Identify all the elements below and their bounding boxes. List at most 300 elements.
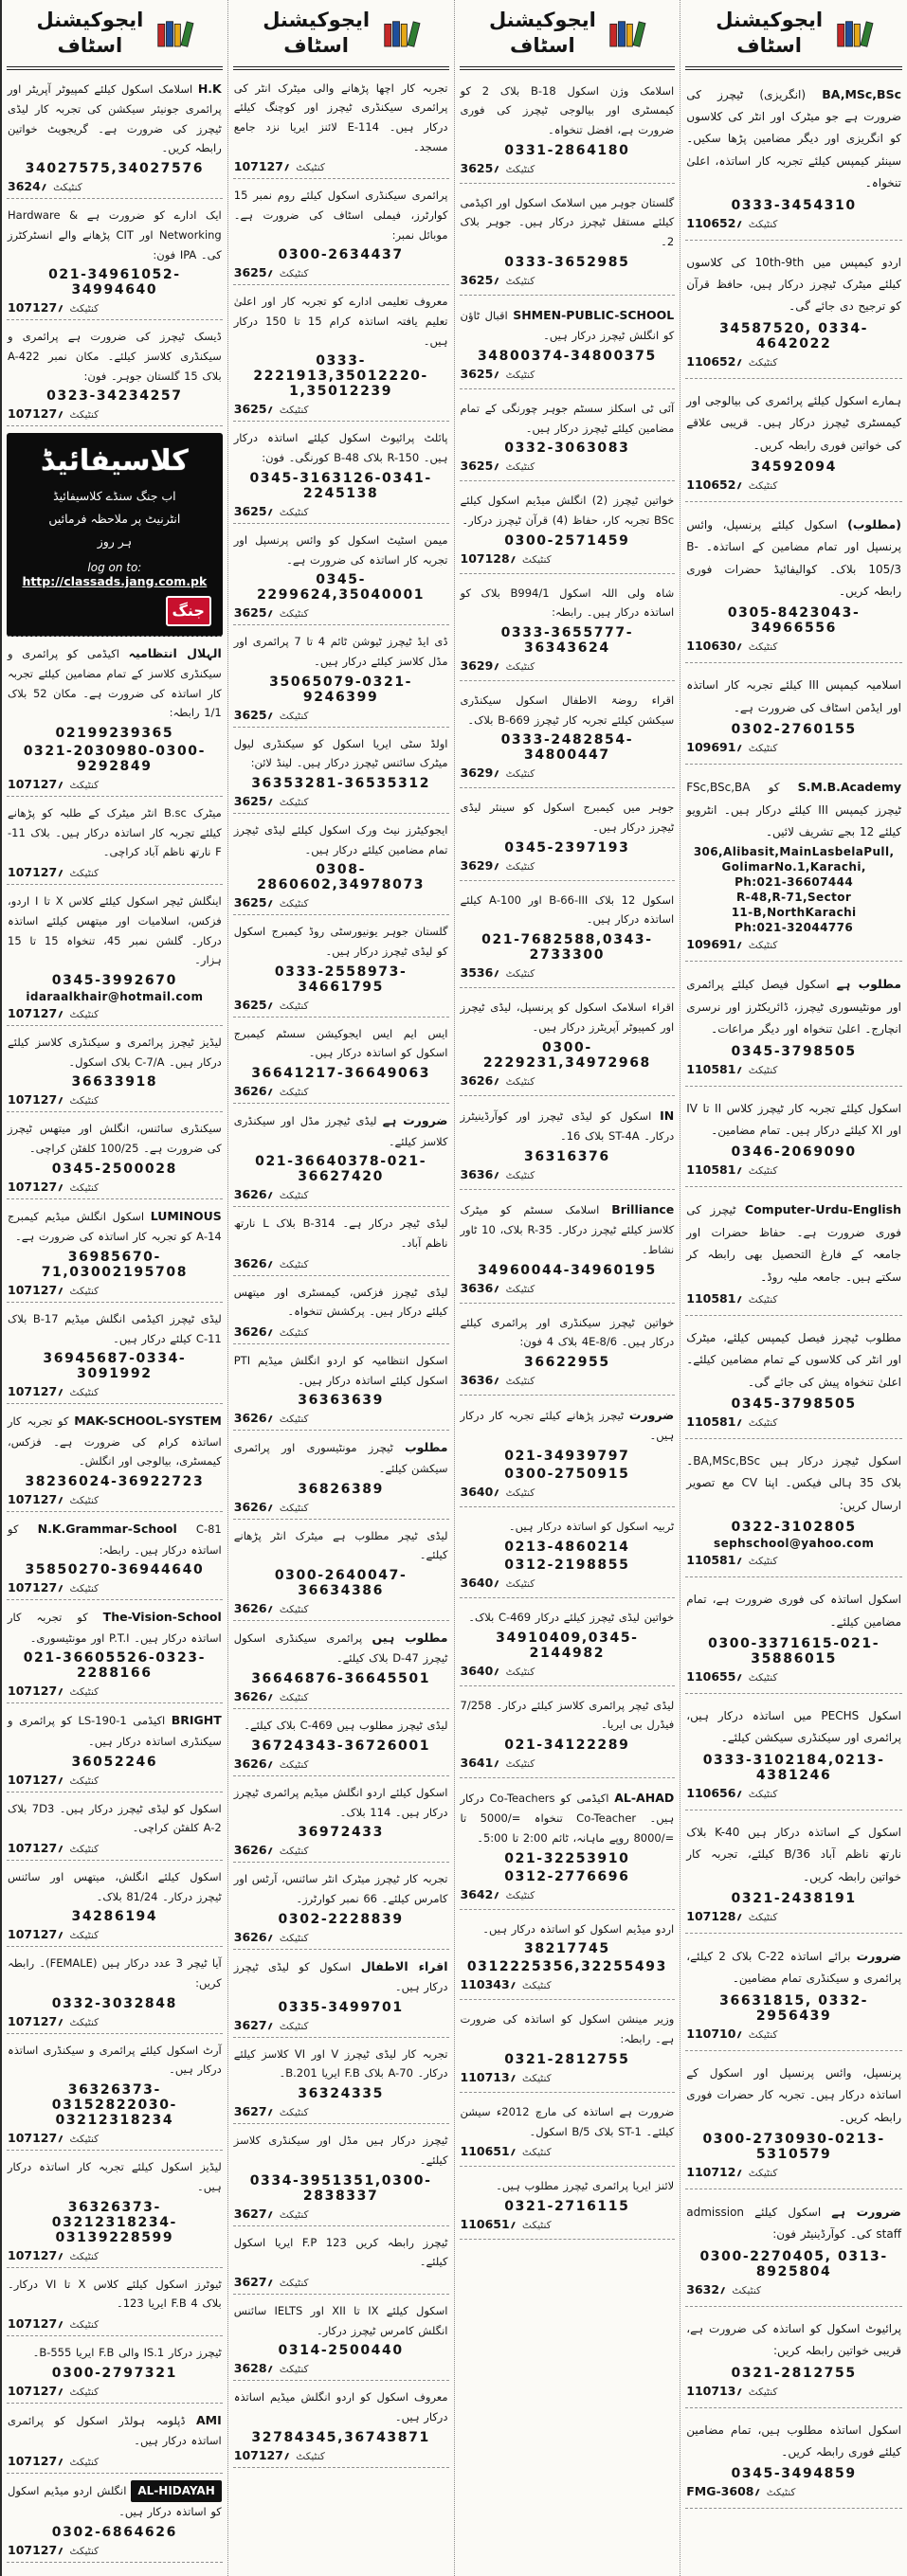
ad-footer xyxy=(234,2104,448,2118)
phone-number: 0333-2221913,35012220-1,35012239 xyxy=(253,353,428,400)
classified-ad xyxy=(7,1026,223,1112)
ad-lead: N.K.Grammar-School xyxy=(37,1522,177,1537)
ad-code: 3626؍ xyxy=(233,1187,274,1202)
classified-ad xyxy=(233,1863,449,1949)
ad-text: الہلال انتظامیہ اکیڈمی کو پرائمری و سیکنڈری کلاسز کے تمام مضامین کیلئے تجربہ کار اساتذہ کی ضرورت ہے۔ مکان 52 بلاک 1/1 رابطہ: xyxy=(8,645,222,720)
ad-code: 107128؍ xyxy=(460,550,517,566)
classified-ad xyxy=(460,2093,676,2167)
ad-footer xyxy=(234,1187,448,1201)
contact-label: کنٹیکٹ xyxy=(748,356,778,369)
ad-code: 107127؍ xyxy=(8,1580,64,1595)
contact-label: کنٹیکٹ xyxy=(748,1788,778,1800)
ad-text: ڈیسک ٹیچرز کی ضرورت ہے پرائمری و سیکنڈری کلاسز کیلئے۔ مکان نمبر A-422 بلاک 15 گلستان جوہر۔ فون: xyxy=(8,330,222,383)
ad-code: 110655؍ xyxy=(686,1669,743,1684)
classified-ad xyxy=(685,2189,902,2307)
classified-ad xyxy=(7,797,223,885)
ad-text: پرائمری سیکنڈری اسکول کیلئے روم نمبر 15 کوارٹرز، فیملی اسٹاف کی ضرورت ہے۔ موبائل نمبر: xyxy=(233,189,448,242)
ad-footer xyxy=(8,1092,222,1107)
classified-ad xyxy=(685,765,902,962)
contact-label: کنٹیکٹ xyxy=(279,1190,309,1202)
ad-code: 3628؍ xyxy=(233,2361,274,2376)
phone-number: 0314-2500440 xyxy=(278,2343,404,2359)
classified-ad xyxy=(7,1792,223,1861)
phone-number: 0321-2716115 xyxy=(504,2198,630,2214)
classified-ad xyxy=(7,199,223,320)
ad-footer xyxy=(461,766,675,780)
phone-number: 0345-2500028 xyxy=(51,1161,177,1177)
ad-text: ضرورت ہے اساتذہ کی مارچ 2012ء سیشن کیلئے۔ ST-1 بلاک 5/B اسکول۔ xyxy=(460,2104,675,2138)
phone-number: 34592094 xyxy=(751,459,837,475)
ad-footer xyxy=(461,2070,675,2084)
contact-label: کنٹیکٹ xyxy=(279,1502,309,1514)
ad-footer xyxy=(8,1492,222,1506)
phone-number: 0333-2482854-34800447 xyxy=(500,732,634,764)
ad-code: 110581؍ xyxy=(686,1414,743,1430)
classified-ad xyxy=(7,1947,223,2033)
classified-ad xyxy=(233,422,449,523)
ad-footer xyxy=(234,1601,448,1615)
ad-text: MAK-SCHOOL-SYSTEM کو تجربہ کار اساتذہ کرام کی ضرورت ہے۔ فزکس، کیمسٹری، بیالوجی اور انگلش۔ xyxy=(8,1414,222,1468)
ad-text: لائنز ایریا پرائمری ٹیچرز مطلوب ہیں۔ xyxy=(496,2179,675,2193)
ad-lead: AL-AHAD xyxy=(614,1790,675,1805)
contact-label: کنٹیکٹ xyxy=(69,1930,100,1942)
ad-lead: IN xyxy=(660,1108,675,1123)
classified-website-url[interactable]: http://classads.jang.com.pk xyxy=(22,573,208,588)
contact-label: کنٹیکٹ xyxy=(505,1577,535,1590)
ad-footer xyxy=(8,179,222,193)
ad-footer xyxy=(234,2275,448,2289)
phone-number: 0345-2397193 xyxy=(504,839,630,856)
ad-code: 3626؍ xyxy=(233,1843,274,1858)
phone-number: 36363639 xyxy=(298,1393,384,1409)
ad-text: AL-HIDAYAH انگلش اردو میڈیم اسکول کو اساتذہ درکار ہیں۔ xyxy=(8,2480,222,2522)
classified-ad xyxy=(460,2167,676,2240)
ad-text: لیڈی ٹیچرز فزکس، کیمسٹری اور میتھس کیلئے درکار ہیں۔ پرکشش تنخواہ۔ xyxy=(233,1285,448,1319)
ad-footer xyxy=(234,2361,448,2375)
classified-ad xyxy=(460,881,676,988)
ad-footer xyxy=(686,2484,901,2498)
ad-lead: الہلال انتظامیہ xyxy=(128,645,222,660)
classified-ad xyxy=(460,1096,676,1190)
contact-label: کنٹیکٹ xyxy=(505,1757,535,1770)
ad-code: 110713؍ xyxy=(686,2383,743,2398)
ad-text: اسکول اساتذہ مطلوب ہیں، تمام مضامین کیلئے فوری رابطہ کریں۔ xyxy=(686,2423,901,2459)
ad-footer xyxy=(8,1384,222,1398)
ad-code: 107127؍ xyxy=(8,2315,64,2331)
ad-code: 107127؍ xyxy=(8,865,64,880)
ad-text: تجربہ کار لیڈی ٹیچرز V اور VI کلاسز کیلئے درکار۔ A-70 بلاک F.B ایریا B.201۔ xyxy=(233,2046,448,2081)
column-header xyxy=(460,0,676,70)
ad-text: ٹیچرز درکار ہیں مڈل اور سیکنڈری کلاسز کیلئے۔ xyxy=(233,2134,448,2167)
contact-label: کنٹیکٹ xyxy=(522,2219,552,2231)
ad-footer xyxy=(234,1256,448,1270)
email-address: idaraalkhair@hotmail.com xyxy=(26,989,204,1003)
phone-number: 0308-2860602,34978073 xyxy=(257,862,426,893)
classified-ad xyxy=(460,1507,676,1598)
address-line: Ph:021-36607444 xyxy=(735,875,854,890)
column-header xyxy=(233,0,449,70)
ad-code: 3636؍ xyxy=(460,1372,500,1387)
phone-number: 0333-3655777-36343624 xyxy=(500,625,634,657)
ad-text: ڈی ایڈ ٹیچرز ٹیوشن ٹائم 4 تا 7 پرائمری اور مڈل کلاسز کیلئے درکار ہیں۔ xyxy=(233,635,448,668)
contact-label: کنٹیکٹ xyxy=(505,860,535,873)
jang-logo: جنگ xyxy=(166,596,211,626)
classified-ad xyxy=(460,988,676,1095)
contact-label: کنٹیکٹ xyxy=(69,1181,100,1194)
ad-text: گلستان جوہر میں اسلامک اسکول اور اکیڈمی کیلئے مستقل ٹیچرز درکار ہیں۔ جوہر بلاک 2۔ xyxy=(460,195,675,249)
classified-ad xyxy=(7,2336,223,2404)
classified-ad xyxy=(233,1207,449,1275)
ad-text: تجربہ کار ٹیچرز میٹرک انٹر سائنس، آرٹس اور کامرس کیلئے۔ 66 نمبر کوارٹرز۔ xyxy=(233,1872,448,1905)
ad-footer xyxy=(234,998,448,1012)
ad-code: 3640؍ xyxy=(460,1663,500,1678)
news-column-4 xyxy=(680,0,907,2576)
ad-lead: LUMINOUS xyxy=(150,1208,222,1223)
classified-ad xyxy=(233,814,449,915)
classified-ad xyxy=(7,2404,223,2474)
classified-ad xyxy=(685,1439,902,1577)
ad-text: اسکول کیلئے تجربہ کار ٹیچرز کلاس II تا IV اور XI کیلئے درکار ہیں۔ تمام مضامین۔ xyxy=(686,1101,901,1137)
phone-number: 0321-2030980-0300-9292849 xyxy=(23,744,207,775)
classified-ad xyxy=(685,379,902,502)
ad-code: 110652؍ xyxy=(686,215,743,230)
phone-number: 0345-3992670 xyxy=(51,972,177,988)
ad-code: 3642؍ xyxy=(460,1886,500,1901)
ad-text: لیڈی ٹیچرز مطلوب ہیں C-469 بلاک کیلئے۔ xyxy=(244,1719,448,1733)
ad-footer xyxy=(461,1073,675,1088)
ad-lead: MAK-SCHOOL-SYSTEM xyxy=(74,1414,222,1429)
phone-number: 021-36640378-021-36627420 xyxy=(255,1154,427,1185)
ad-code: FMG-3608؍ xyxy=(686,2484,761,2499)
classified-ad xyxy=(7,885,223,1026)
ad-lead: ضرورت ہے xyxy=(382,1113,448,1128)
classified-ad xyxy=(460,389,676,481)
ad-footer xyxy=(461,1576,675,1590)
ad-code: 110652؍ xyxy=(686,353,743,369)
contact-label: کنٹیکٹ xyxy=(279,1603,309,1615)
ad-text: سیکنڈری سائنس، انگلش اور میتھس ٹیچرز کی ضرورت ہے۔ 100/25 کلفٹن کراچی۔ xyxy=(8,1122,222,1155)
contact-label: کنٹیکٹ xyxy=(522,2072,552,2084)
phone-number: 021-34939797 xyxy=(504,1449,630,1465)
ad-text: Computer-Urdu-English ٹیچرز کی فوری ضرورت ہے۔ حفاظ حضرات اور جامعہ کے فارغ التحصیل بھی رابطہ کر سکتے ہیں۔ جامعہ ملیہ روڈ۔ xyxy=(686,1202,901,1284)
ad-text: ضرورت برائے اساتذہ C-22 بلاک 2 کیلئے، پرائمری و سیکنڈری تمام مضامین۔ xyxy=(686,1949,901,1986)
ad-footer xyxy=(234,1756,448,1771)
classified-ad xyxy=(7,1703,223,1792)
ad-code: 3629؍ xyxy=(460,766,500,781)
ad-text: مطلوب ہیں پرائمری سیکنڈری اسکول ٹیچرز D-47 بلاک کیلئے۔ xyxy=(233,1630,448,1666)
ad-code: 107127؍ xyxy=(8,2013,64,2028)
contact-label: کنٹیکٹ xyxy=(279,1087,309,1099)
ad-footer xyxy=(8,865,222,879)
ad-footer xyxy=(686,1786,901,1800)
phone-number: 0333-2558973-34661795 xyxy=(274,964,408,995)
ad-footer xyxy=(8,406,222,421)
ad-text: جوہر میں کیمبرج اسکول کو سینئر لیڈی ٹیچرز درکار ہیں۔ xyxy=(460,801,675,835)
classified-ad xyxy=(233,72,449,180)
phone-number: 0345-3798505 xyxy=(731,1043,857,1059)
contact-label: کنٹیکٹ xyxy=(69,2134,100,2146)
ad-code: 3625؍ xyxy=(233,605,274,621)
phone-number: 36972433 xyxy=(298,1825,384,1841)
ad-footer xyxy=(234,605,448,620)
ad-code: 3536؍ xyxy=(460,965,500,981)
ad-lead: AMI xyxy=(195,2412,222,2427)
ad-text: آیا ٹیچر 3 عدد درکار ہیں (FEMALE)۔ رابطہ کریں: xyxy=(8,1956,222,1991)
ad-footer xyxy=(8,2248,222,2262)
ad-code: 107127؍ xyxy=(8,777,64,792)
classified-ad xyxy=(7,637,223,798)
contact-label: کنٹیکٹ xyxy=(748,2167,778,2179)
contact-label: کنٹیکٹ xyxy=(505,1666,535,1678)
ad-footer xyxy=(461,367,675,381)
ad-text: The-Vision-School کو تجربہ کار اساتذہ درکار ہیں۔ P.T.I اور مونٹیسوری۔ xyxy=(8,1610,222,1645)
books-icon xyxy=(383,18,423,48)
ad-footer xyxy=(461,858,675,873)
ad-footer xyxy=(8,1580,222,1594)
phone-number: 0321-2812755 xyxy=(504,2051,630,2067)
ad-footer xyxy=(461,1167,675,1181)
classified-ad xyxy=(233,1520,449,1621)
address-line: 11-B,NorthKarachi xyxy=(731,906,857,920)
phone-number: 36631815, 0332-2956439 xyxy=(719,1992,869,2024)
contact-label: کنٹیکٹ xyxy=(766,2487,796,2499)
ad-footer xyxy=(8,1927,222,1941)
ad-lead: BA,MSc,BSc xyxy=(822,86,901,101)
contact-label: کنٹیکٹ xyxy=(69,1095,100,1108)
news-column-1 xyxy=(2,0,228,2576)
ad-text: لیڈیز اسکول کیلئے تجربہ کار اساتذہ درکار ہیں۔ xyxy=(8,2160,222,2193)
ad-text: اردو میڈیم اسکول کو اساتذہ درکار ہیں۔ xyxy=(482,1921,675,1936)
ad-lead: (مطلوب) xyxy=(847,516,901,531)
ad-code: 3625؍ xyxy=(460,366,500,381)
contact-label: کنٹیکٹ xyxy=(279,1758,309,1771)
promo-text-line: اب جنگ سنڈے کلاسیفائیڈ xyxy=(53,489,176,504)
ad-lead: The-Vision-School xyxy=(102,1610,222,1625)
address-line: R-48,R-71,Sector xyxy=(736,891,852,905)
ad-footer xyxy=(234,1324,448,1339)
ad-code: 107127؍ xyxy=(8,1492,64,1507)
column-title: ایجوکیشنل اسٹاف xyxy=(488,9,596,58)
contact-label: کنٹیکٹ xyxy=(279,1692,309,1704)
ad-text: لیڈی ٹیچر مطلوب ہے میٹرک انٹر پڑھانے کیلئے۔ xyxy=(233,1528,448,1562)
ad-footer xyxy=(8,2014,222,2028)
jang-classified-promo xyxy=(7,433,223,636)
ad-footer xyxy=(686,2282,901,2297)
email-address: sephschool@yahoo.com xyxy=(714,1537,875,1551)
ad-code: 107127؍ xyxy=(233,159,291,174)
ad-code: 107127؍ xyxy=(8,1927,64,1942)
classified-ad xyxy=(460,1910,676,2001)
classified-ad xyxy=(685,2307,902,2408)
classified-ad xyxy=(233,1018,449,1104)
ad-code: 3632؍ xyxy=(686,2281,727,2297)
contact-label: کنٹیکٹ xyxy=(279,1846,309,1858)
address-line: GolimarNo.1,Karachi, xyxy=(721,860,866,874)
ad-footer xyxy=(686,1062,901,1076)
contact-label: کنٹیکٹ xyxy=(748,1672,778,1684)
ad-text: ضرورت ہے لیڈی ٹیچرز مڈل اور سیکنڈری کلاسز کیلئے۔ xyxy=(233,1113,448,1148)
contact-label: کنٹیکٹ xyxy=(522,2147,552,2159)
ad-code: 3625؍ xyxy=(233,402,274,417)
contact-label: کنٹیکٹ xyxy=(69,409,100,422)
phone-number: 34910409,0345-2144982 xyxy=(496,1630,639,1661)
phone-number: 36316376 xyxy=(524,1148,610,1164)
ad-footer xyxy=(461,273,675,287)
ad-footer xyxy=(686,1414,901,1429)
contact-label: کنٹیکٹ xyxy=(53,182,82,194)
ad-text: ضرورت ٹیچرز پڑھانے کیلئے تجربہ کار درکار ہیں۔ xyxy=(460,1407,675,1443)
phone-number: 0333-3652985 xyxy=(504,254,630,270)
ad-code: 3626؍ xyxy=(233,1499,274,1514)
phone-number: 0300-2750915 xyxy=(504,1467,630,1483)
contact-label: کنٹیکٹ xyxy=(279,268,309,280)
ad-footer xyxy=(8,2316,222,2331)
ad-code: 110710؍ xyxy=(686,2026,743,2041)
contact-label: کنٹیکٹ xyxy=(505,275,535,287)
classified-ad xyxy=(7,1112,223,1198)
classified-ad xyxy=(233,179,449,285)
contact-label: کنٹیکٹ xyxy=(69,2250,100,2262)
ad-footer xyxy=(8,2131,222,2145)
classified-ad xyxy=(233,285,449,422)
ad-text: میٹرک B.sc انٹر میٹرک کے طلبہ کو پڑھانے کیلئے تجربہ کار اساتذہ درکار ہیں۔ بلاک 11-F نارتھ ناظم آباد کراچی۔ xyxy=(8,806,222,859)
ad-text: مطلوب ٹیچرز فیصل کیمپس کیلئے، میٹرک اور انٹر کی کلاسوں کے تمام مضامین کیلئے۔ اعلیٰ تنخواہ پیش کی جائے گی۔ xyxy=(686,1330,901,1389)
phone-number: 0300-3371615-021-35886015 xyxy=(708,1636,880,1667)
phone-number: 0300-2229231,34972968 xyxy=(482,1039,651,1071)
ad-lead: مطلوب ہے xyxy=(836,977,901,992)
ad-footer xyxy=(8,1684,222,1698)
contact-label: کنٹیکٹ xyxy=(69,2318,100,2331)
ad-footer xyxy=(686,1669,901,1684)
phone-number: 0323-34234257 xyxy=(46,388,183,405)
contact-label: کنٹیکٹ xyxy=(505,968,535,981)
contact-label: کنٹیکٹ xyxy=(69,303,100,315)
contact-label: کنٹیکٹ xyxy=(279,898,309,910)
ad-footer xyxy=(461,1756,675,1770)
phone-number: 021-34122289 xyxy=(504,1737,630,1753)
classified-ad xyxy=(460,1598,676,1686)
ad-code: 3627؍ xyxy=(233,2206,274,2221)
classified-ad xyxy=(233,2381,449,2467)
contact-label: کنٹیکٹ xyxy=(69,780,100,792)
phone-number: 0335-3499701 xyxy=(278,1999,404,2015)
ad-text: پائلٹ پرائیوٹ اسکول کیلئے اساتذہ درکار ہیں۔ R-150 بلاک 48-B کورنگی۔ فون: xyxy=(233,431,448,465)
phone-number: 36826389 xyxy=(298,1481,384,1497)
contact-label: کنٹیکٹ xyxy=(69,2386,100,2398)
phone-number: 34800374-34800375 xyxy=(477,348,657,364)
ad-footer xyxy=(461,965,675,980)
classified-ad xyxy=(685,241,902,379)
contact-label: کنٹیکٹ xyxy=(748,1556,778,1568)
phone-number: 021-7682588,0343-2733300 xyxy=(481,932,653,964)
ad-text: مطلوب ہے اسکول فیصل کیلئے پرائمری اور مونٹیسوری ٹیچرز، ڈائریکٹرز اور نرسری انچارج۔ اعلیٰ تنخواہ اور دیگر مراعات۔ xyxy=(686,977,901,1036)
contact-label: کنٹیکٹ xyxy=(748,940,778,952)
ad-footer xyxy=(234,2207,448,2221)
contact-label: کنٹیکٹ xyxy=(505,768,535,781)
ad-code: 3626؍ xyxy=(233,1756,274,1771)
ad-text: اسکول کے اساتذہ درکار ہیں K-40 بلاک نارتھ ناظم آباد 36/B کیلئے، تجربہ کار خواتین رابطہ کریں۔ xyxy=(686,1825,901,1883)
contact-label: کنٹیکٹ xyxy=(279,1258,309,1270)
phone-number: 36353281-36535312 xyxy=(251,775,431,791)
ad-code: 3624؍ xyxy=(8,179,48,194)
contact-label: کنٹیکٹ xyxy=(279,2107,309,2119)
phone-number: 0334-3951351,0300-2838337 xyxy=(249,2172,432,2204)
phone-number: 0300-2634437 xyxy=(278,247,404,263)
ad-text: آئی ٹی اسکلز سسٹم جوہر چورنگی کے تمام مضامین کیلئے ٹیچرز درکار ہیں۔ xyxy=(460,401,675,435)
ad-text: لیڈیز ٹیچرز پرائمری و سیکنڈری کلاسز کیلئے درکار ہیں۔ C-7/A بلاک اسکول۔ xyxy=(8,1035,222,1069)
ad-footer xyxy=(234,1500,448,1514)
ad-text: خواتین لیڈی ٹیچرز کیلئے درکار C-469 بلاک۔ xyxy=(468,1610,675,1624)
classified-ad xyxy=(233,915,449,1017)
phone-number: 0300-2640047-36634386 xyxy=(274,1567,408,1598)
ad-code: 107127؍ xyxy=(8,2383,64,2398)
classified-ad xyxy=(460,72,676,184)
contact-label: کنٹیکٹ xyxy=(279,2208,309,2221)
books-icon xyxy=(156,18,196,48)
ad-code: 110343؍ xyxy=(460,1977,517,1992)
classified-ad xyxy=(233,1431,449,1519)
ad-lead: ضرورت ہے xyxy=(831,2204,901,2219)
ad-code: 3625؍ xyxy=(233,265,274,280)
ad-code: 107127؍ xyxy=(8,2453,64,2468)
classified-ad xyxy=(233,524,449,625)
classified-ad xyxy=(233,1621,449,1709)
promo-text-line: انٹرنیٹ پر ملاحظہ فرمائیں xyxy=(48,512,181,527)
phone-number: 0332-3032848 xyxy=(51,1995,177,2011)
ad-footer xyxy=(234,2448,448,2462)
contact-label: کنٹیکٹ xyxy=(505,661,535,674)
phone-number: 34286194 xyxy=(71,1909,158,1925)
phone-number: 36326373-03212318234-03139228599 xyxy=(51,2199,177,2245)
ad-code: 3627؍ xyxy=(233,2017,274,2032)
classified-ad xyxy=(7,72,223,200)
contact-label: کنٹیکٹ xyxy=(279,1932,309,1944)
classified-ad xyxy=(7,320,223,426)
ad-text: S.M.B.Academy کو FSc,BSc,BA ٹیچرز کیمپس III کیلئے درکار ہیں۔ انٹرویو کیلئے 12 بجے تشریف لائیں۔ xyxy=(686,780,901,839)
phone-number: 35065079-0321-9246399 xyxy=(269,674,413,705)
ad-text: اردو کیمپس میں 10th-9th کی کلاسوں کیلئے میٹرک ٹیچرز درکار ہیں، حافظ قرآن کو ترجیح دی جائے گی۔ xyxy=(686,255,901,314)
ad-code: 3640؍ xyxy=(460,1575,500,1590)
ad-code: 3625؍ xyxy=(233,793,274,808)
ad-code: 110581؍ xyxy=(686,1061,743,1076)
ad-lead: BRIGHT xyxy=(171,1713,222,1728)
contact-label: کنٹیکٹ xyxy=(279,2020,309,2032)
contact-label: کنٹیکٹ xyxy=(296,2450,325,2462)
promo-title: کلاسیفائیڈ xyxy=(41,444,189,478)
ad-code: 3625؍ xyxy=(233,503,274,518)
classified-ad xyxy=(7,1199,223,1303)
ad-code: 3626؍ xyxy=(460,1072,500,1088)
contact-label: کنٹیکٹ xyxy=(69,2546,100,2558)
ad-footer xyxy=(8,2384,222,2398)
phone-number: 0345-2299624,35040001 xyxy=(257,572,426,603)
ad-code: 110581؍ xyxy=(686,1162,743,1178)
ad-code: 3626؍ xyxy=(233,1600,274,1615)
ad-code: 110652؍ xyxy=(686,477,743,492)
ad-code: 3636؍ xyxy=(460,1166,500,1181)
contact-label: کنٹیکٹ xyxy=(505,1487,535,1500)
phone-number: 0333-3454310 xyxy=(731,197,857,213)
contact-label: کنٹیکٹ xyxy=(505,369,535,381)
classified-ad xyxy=(685,1087,902,1188)
ad-footer xyxy=(686,216,901,230)
phone-number: 36633918 xyxy=(71,1074,158,1090)
contact-label: کنٹیکٹ xyxy=(748,2028,778,2041)
contact-label: کنٹیکٹ xyxy=(748,1417,778,1430)
ad-code: 3626؍ xyxy=(233,1324,274,1340)
ad-text: معروف اسکول کو اردو انگلش میڈیم اساتذہ درکار ہیں۔ xyxy=(233,2390,448,2423)
ad-text: اسکول PECHS میں اساتذہ درکار ہیں، پرائمری اور سیکنڈری سیکشن کیلئے۔ xyxy=(686,1709,902,1745)
